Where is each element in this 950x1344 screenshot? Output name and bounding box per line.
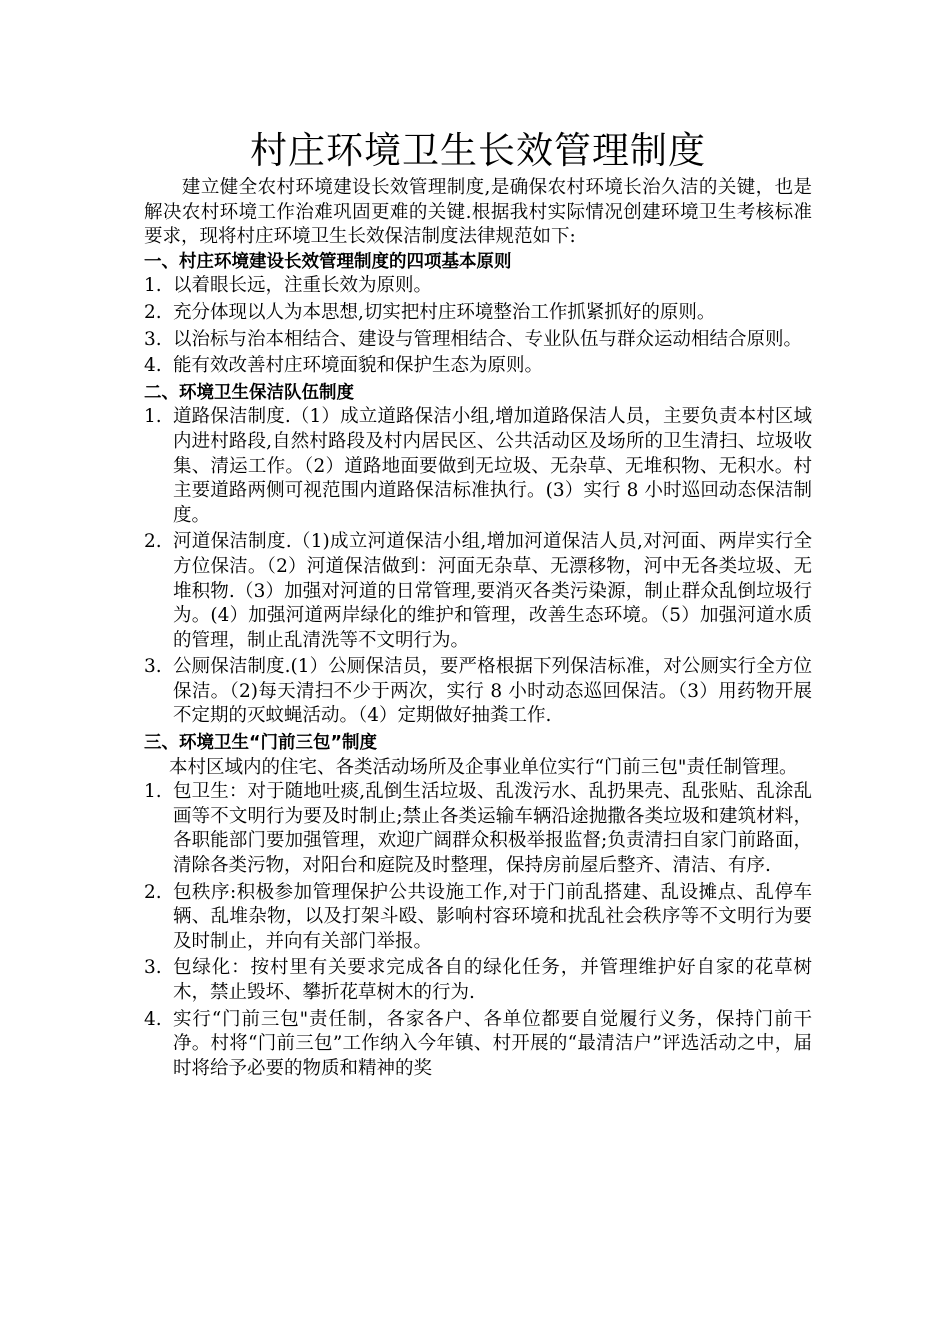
list-item — [144, 328, 812, 353]
list-item — [144, 301, 812, 326]
item-text: 包绿化：按村里有关要求完成各自的绿化任务，并管理维护好自家的花草树木，禁止毁坏、攀折花草树木的行为. — [173, 957, 812, 1003]
section-intro-paragraph: 本村区域内的住宅、各类活动场所及企事业单位实行“门前三包"责任制管理。 — [168, 756, 798, 778]
list-item — [144, 780, 812, 878]
item-number: 4. — [144, 355, 162, 377]
intro-paragraph: 建立健全农村环境建设长效管理制度,是确保农村环境长治久洁的关键，也是解决农村环境工作治难巩固更难的关键.根据我村实际情况创建环境卫生考核标准要求，现将村庄环境卫生长效保洁制度法律规范如下: — [144, 177, 812, 248]
item-text: 以治标与治本相结合、建设与管理相结合、专业队伍与群众运动相结合原则。 — [173, 328, 803, 350]
cleaning-team-list — [144, 405, 812, 729]
item-text: 包秩序:积极参加管理保护公共设施工作,对于门前乱搭建、乱设摊点、乱停车辆、乱堆杂物，以及打架斗殴、影响村容环境和扰乱社会秩序等不文明行为要及时制止，并向有关部门举报。 — [173, 881, 812, 952]
section-heading-cleaning-team: 二、环境卫生保洁队伍制度 — [144, 382, 354, 403]
section-heading-principles: 一、村庄环境建设长效管理制度的四项基本原则 — [144, 251, 512, 272]
item-text: 公厕保洁制度.(1）公厕保洁员，要严格根据下列保洁标准，对公厕实行全方位保洁。（2)每天清扫不少于两次，实行 8 小时动态巡回保洁。（3）用药物开展不定期的灭蚊蝇活动。（4）定期做好抽粪工作. — [173, 656, 812, 727]
item-number: 2. — [144, 531, 162, 553]
item-number: 1. — [144, 781, 162, 803]
list-item — [144, 881, 812, 955]
three-guarantees-list — [144, 780, 812, 1081]
list-item — [144, 405, 812, 528]
item-text: 充分体现以人为本思想,切实把村庄环境整治工作抓紧抓好的原则。 — [173, 301, 716, 323]
item-text: 能有效改善村庄环境面貌和保护生态为原则。 — [173, 355, 544, 377]
item-text: 以着眼长远，注重长效为原则。 — [173, 275, 433, 297]
item-text: 包卫生：对于随地吐痰,乱倒生活垃圾、乱泼污水、乱扔果壳、乱张贴、乱涂乱画等不文明行为要及时制止;禁止各类运输车辆沿途抛撒各类垃圾和建筑材料，各职能部门要加强管理，欢迎广阔群众积极举报监督;负责清扫自家门前路面，清除各类污物，对阳台和庭院及时整理，保持房前屋后整齐、清洁、有序. — [173, 781, 812, 877]
item-number: 4. — [144, 1008, 162, 1030]
item-text: 道路保洁制度.（1）成立道路保洁小组,增加道路保洁人员，主要负责本村区域内进村路段,自然村路段及村内居民区、公共活动区及场所的卫生清扫、垃圾收集、清运工作。（2）道路地面要做到无垃圾、无杂草、无堆积物、无积水。村主要道路两侧可视范围内道路保洁标准执行。(3）实行 8 小时巡回动态保洁制度。 — [173, 406, 812, 526]
list-item — [144, 1008, 812, 1082]
section-heading-three-guarantees: 三、环境卫生“门前三包”制度 — [144, 733, 378, 754]
item-text: 实行“门前三包"责任制，各家各户、各单位都要自觉履行义务，保持门前干净。村将“门前三包”工作纳入今年镇、村开展的“最清洁户”评选活动之中，届时将给予必要的物质和精神的奖 — [173, 1008, 812, 1079]
item-text: 河道保洁制度.（1)成立河道保洁小组,增加河道保洁人员,对河面、两岸实行全方位保洁。（2）河道保洁做到：河面无杂草、无漂移物，河中无各类垃圾、无堆积物.（3）加强对河道的日常管理,要消灭各类污染源，制止群众乱倒垃圾行为。(4）加强河道两岸绿化的维护和管理，改善生态环境。（5）加强河道水质的管理，制止乱清洗等不文明行为。 — [173, 531, 812, 651]
list-item — [144, 354, 812, 379]
list-item — [144, 274, 812, 299]
principles-list — [144, 274, 812, 378]
list-item — [144, 956, 812, 1005]
item-number: 1. — [144, 275, 162, 297]
item-number: 3. — [144, 957, 162, 979]
list-item — [144, 530, 812, 653]
item-number: 3. — [144, 328, 162, 350]
item-number: 2. — [144, 301, 162, 323]
document-page — [144, 128, 812, 1083]
item-number: 1. — [144, 406, 162, 428]
item-number: 3. — [144, 656, 162, 678]
list-item — [144, 655, 812, 729]
item-number: 2. — [144, 881, 162, 903]
document-title: 村庄环境卫生长效管理制度 — [250, 129, 706, 172]
